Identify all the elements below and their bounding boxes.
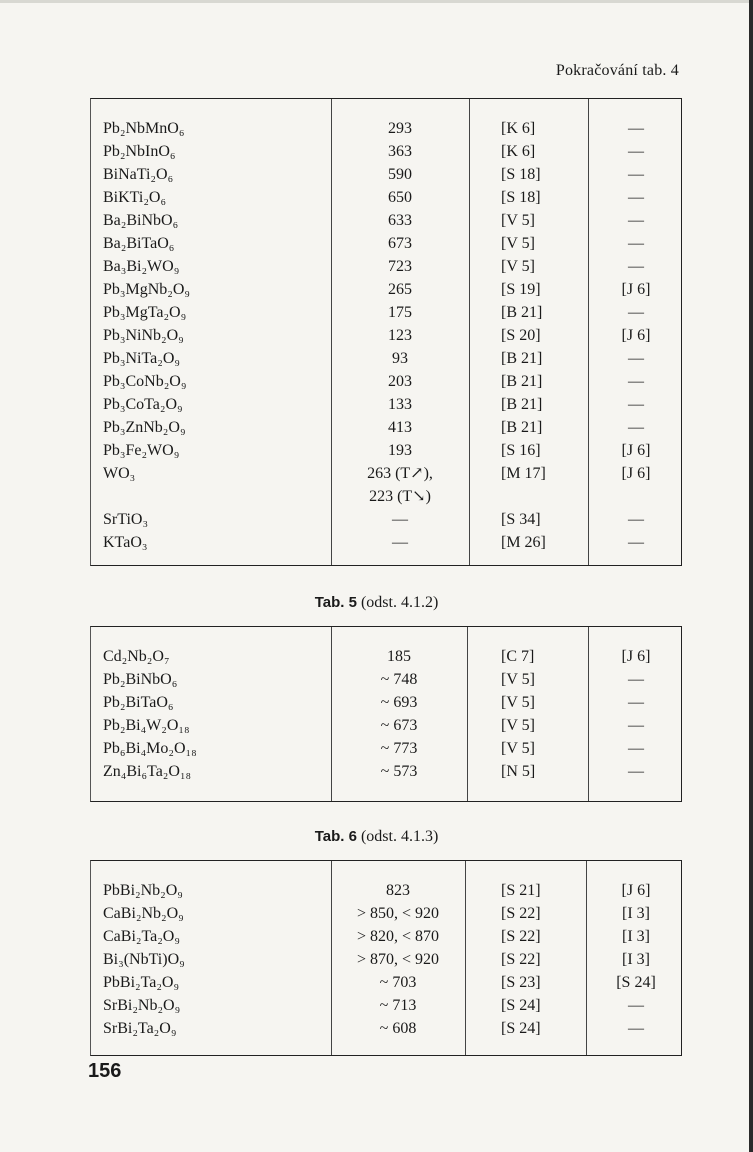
page-top-edge: [0, 0, 753, 3]
reference-cell: [S 19]: [501, 281, 541, 298]
value-cell: 263 (T↗),: [367, 465, 433, 482]
reference-cell: [M 17]: [501, 465, 546, 482]
table-row: [91, 948, 681, 971]
reference-cell: [S 22]: [501, 928, 541, 945]
note-cell: —: [628, 997, 644, 1014]
table-row: [91, 485, 681, 508]
note-cell: —: [628, 304, 644, 321]
note-cell: —: [628, 189, 644, 206]
reference-cell: [V 5]: [501, 740, 535, 757]
compound-name-cell: Pb₂NbMnO₆: [103, 120, 185, 137]
compound-name-cell: Pb₃MgTa₂O₉: [103, 304, 187, 321]
table-4-continued: [90, 98, 682, 566]
compound-name-cell: BiNaTi₂O₆: [103, 166, 174, 183]
reference-cell: [B 21]: [501, 419, 543, 436]
reference-cell: [V 5]: [501, 235, 535, 252]
note-cell: —: [628, 694, 644, 711]
compound-name-cell: CaBi₂Nb₂O₉: [103, 905, 184, 922]
compound-name-cell: Ba₃Bi₂WO₉: [103, 258, 180, 275]
table-row: [91, 971, 681, 994]
value-cell: 193: [388, 442, 412, 459]
value-cell: 133: [388, 396, 412, 413]
note-cell: [J 6]: [621, 281, 651, 298]
value-cell: 203: [388, 373, 412, 390]
compound-name-cell: Pb₂NbInO₆: [103, 143, 176, 160]
table-row: [91, 508, 681, 531]
note-cell: —: [628, 350, 644, 367]
table-row: [91, 140, 681, 163]
reference-cell: [V 5]: [501, 717, 535, 734]
table-row: [91, 925, 681, 948]
value-cell: ~ 748: [380, 671, 418, 688]
table-5: [90, 626, 682, 802]
note-cell: —: [628, 396, 644, 413]
value-cell: ~ 573: [380, 763, 418, 780]
compound-name-cell: Cd₂Nb₂O₇: [103, 648, 170, 665]
value-cell: 293: [388, 120, 412, 137]
value-cell: —: [392, 534, 408, 551]
table-5-label: Tab. 5: [314, 594, 357, 611]
table-row: [91, 117, 681, 140]
compound-name-cell: Zn₄Bi₆Ta₂O₁₈: [103, 763, 192, 780]
table-row: [91, 186, 681, 209]
value-cell: 93: [392, 350, 408, 367]
value-cell: ~ 693: [380, 694, 418, 711]
note-cell: —: [628, 671, 644, 688]
reference-cell: [S 18]: [501, 166, 541, 183]
table-row: [91, 278, 681, 301]
note-cell: —: [628, 166, 644, 183]
table-5-section-ref: (odst. 4.1.2): [360, 594, 439, 611]
table-row: [91, 879, 681, 902]
value-cell: 673: [388, 235, 412, 252]
note-cell: [J 6]: [621, 465, 651, 482]
value-cell: 413: [388, 419, 412, 436]
value-cell: ~ 703: [379, 974, 417, 991]
note-cell: [I 3]: [622, 951, 650, 968]
note-cell: [I 3]: [622, 905, 650, 922]
compound-name-cell: Pb₃Fe₂WO₉: [103, 442, 180, 459]
value-cell: 223 (T↘): [369, 488, 431, 505]
reference-cell: [N 5]: [501, 763, 536, 780]
reference-cell: [B 21]: [501, 304, 543, 321]
reference-cell: [V 5]: [501, 671, 535, 688]
compound-name-cell: Pb₃MgNb₂O₉: [103, 281, 190, 298]
reference-cell: [S 16]: [501, 442, 541, 459]
note-cell: [J 6]: [621, 442, 651, 459]
value-cell: 123: [388, 327, 412, 344]
reference-cell: [V 5]: [501, 694, 535, 711]
table-6-section-ref: (odst. 4.1.3): [360, 828, 439, 845]
compound-name-cell: BiKTi₂O₆: [103, 189, 167, 206]
note-cell: —: [628, 740, 644, 757]
reference-cell: [S 21]: [501, 882, 541, 899]
reference-cell: [S 24]: [501, 1020, 541, 1037]
table-row: [91, 737, 681, 760]
table-row: [91, 255, 681, 278]
table-row: [91, 324, 681, 347]
reference-cell: [M 26]: [501, 534, 546, 551]
reference-cell: [S 34]: [501, 511, 541, 528]
table-6: [90, 860, 682, 1056]
compound-name-cell: Bi₃(NbTi)O₉: [103, 951, 185, 968]
note-cell: —: [628, 1020, 644, 1037]
compound-name-cell: PbBi₂Nb₂O₉: [103, 882, 183, 899]
table-row: [91, 645, 681, 668]
compound-name-cell: Pb₂Bi₄W₂O₁₈: [103, 717, 190, 734]
compound-name-cell: Pb₆Bi₄Mo₂O₁₈: [103, 740, 197, 757]
reference-cell: [C 7]: [501, 648, 535, 665]
reference-cell: [V 5]: [501, 258, 535, 275]
table-row: [91, 232, 681, 255]
note-cell: —: [628, 212, 644, 229]
table-row: [91, 393, 681, 416]
table-row: [91, 902, 681, 925]
reference-cell: [V 5]: [501, 212, 535, 229]
table-row: [91, 209, 681, 232]
table-row: [91, 439, 681, 462]
value-cell: 823: [386, 882, 410, 899]
compound-name-cell: SrBi₂Ta₂O₉: [103, 1020, 177, 1037]
table-row: [91, 531, 681, 554]
note-cell: [J 6]: [621, 882, 651, 899]
table-row: [91, 1017, 681, 1040]
value-cell: 650: [388, 189, 412, 206]
value-cell: ~ 713: [379, 997, 417, 1014]
note-cell: [I 3]: [622, 928, 650, 945]
value-cell: 590: [388, 166, 412, 183]
table-row: [91, 370, 681, 393]
value-cell: > 850, < 920: [356, 905, 440, 922]
note-cell: [S 24]: [616, 974, 656, 991]
note-cell: —: [628, 120, 644, 137]
reference-cell: [S 20]: [501, 327, 541, 344]
reference-cell: [S 24]: [501, 997, 541, 1014]
value-cell: 723: [388, 258, 412, 275]
value-cell: > 820, < 870: [356, 928, 440, 945]
table-row: [91, 994, 681, 1017]
reference-cell: [B 21]: [501, 396, 543, 413]
note-cell: —: [628, 511, 644, 528]
note-cell: —: [628, 258, 644, 275]
value-cell: ~ 608: [379, 1020, 417, 1037]
table-row: [91, 416, 681, 439]
note-cell: —: [628, 235, 644, 252]
reference-cell: [K 6]: [501, 143, 536, 160]
table-row: [91, 714, 681, 737]
compound-name-cell: KTaO₃: [103, 534, 148, 551]
value-cell: 633: [388, 212, 412, 229]
table-5-caption: [0, 594, 753, 612]
table-6-caption: [0, 828, 753, 846]
value-cell: 265: [388, 281, 412, 298]
note-cell: —: [628, 534, 644, 551]
table-6-label: Tab. 6: [314, 828, 357, 845]
reference-cell: [B 21]: [501, 373, 543, 390]
value-cell: > 870, < 920: [356, 951, 440, 968]
reference-cell: [S 23]: [501, 974, 541, 991]
note-cell: —: [628, 717, 644, 734]
reference-cell: [S 22]: [501, 905, 541, 922]
compound-name-cell: Ba₂BiTaO₆: [103, 235, 175, 252]
reference-cell: [S 18]: [501, 189, 541, 206]
continuation-heading: Pokračování tab. 4: [555, 62, 679, 79]
value-cell: 185: [387, 648, 411, 665]
compound-name-cell: Pb₃CoNb₂O₉: [103, 373, 187, 390]
reference-cell: [K 6]: [501, 120, 536, 137]
table-row: [91, 163, 681, 186]
page-right-edge: [749, 0, 753, 1152]
compound-name-cell: Pb₃CoTa₂O₉: [103, 396, 183, 413]
note-cell: —: [628, 143, 644, 160]
compound-name-cell: Pb₂BiTaO₆: [103, 694, 174, 711]
value-cell: ~ 773: [380, 740, 418, 757]
compound-name-cell: PbBi₂Ta₂O₉: [103, 974, 180, 991]
note-cell: —: [628, 763, 644, 780]
table-row: [91, 462, 681, 485]
value-cell: 175: [388, 304, 412, 321]
note-cell: —: [628, 419, 644, 436]
compound-name-cell: Pb₃ZnNb₂O₉: [103, 419, 186, 436]
value-cell: —: [392, 511, 408, 528]
compound-name-cell: Pb₃NiNb₂O₉: [103, 327, 184, 344]
reference-cell: [S 22]: [501, 951, 541, 968]
note-cell: —: [628, 373, 644, 390]
compound-name-cell: Pb₂BiNbO₆: [103, 671, 178, 688]
table-row: [91, 347, 681, 370]
compound-name-cell: Ba₂BiNbO₆: [103, 212, 179, 229]
note-cell: [J 6]: [621, 648, 651, 665]
compound-name-cell: SrBi₂Nb₂O₉: [103, 997, 181, 1014]
compound-name-cell: CaBi₂Ta₂O₉: [103, 928, 180, 945]
value-cell: 363: [388, 143, 412, 160]
value-cell: ~ 673: [380, 717, 418, 734]
table-row: [91, 691, 681, 714]
compound-name-cell: SrTiO₃: [103, 511, 149, 528]
note-cell: [J 6]: [621, 327, 651, 344]
compound-name-cell: WO₃: [103, 465, 136, 482]
table-row: [91, 668, 681, 691]
table-row: [91, 301, 681, 324]
compound-name-cell: Pb₃NiTa₂O₉: [103, 350, 180, 367]
reference-cell: [B 21]: [501, 350, 543, 367]
page-number: 156: [88, 1060, 122, 1082]
table-row: [91, 760, 681, 783]
